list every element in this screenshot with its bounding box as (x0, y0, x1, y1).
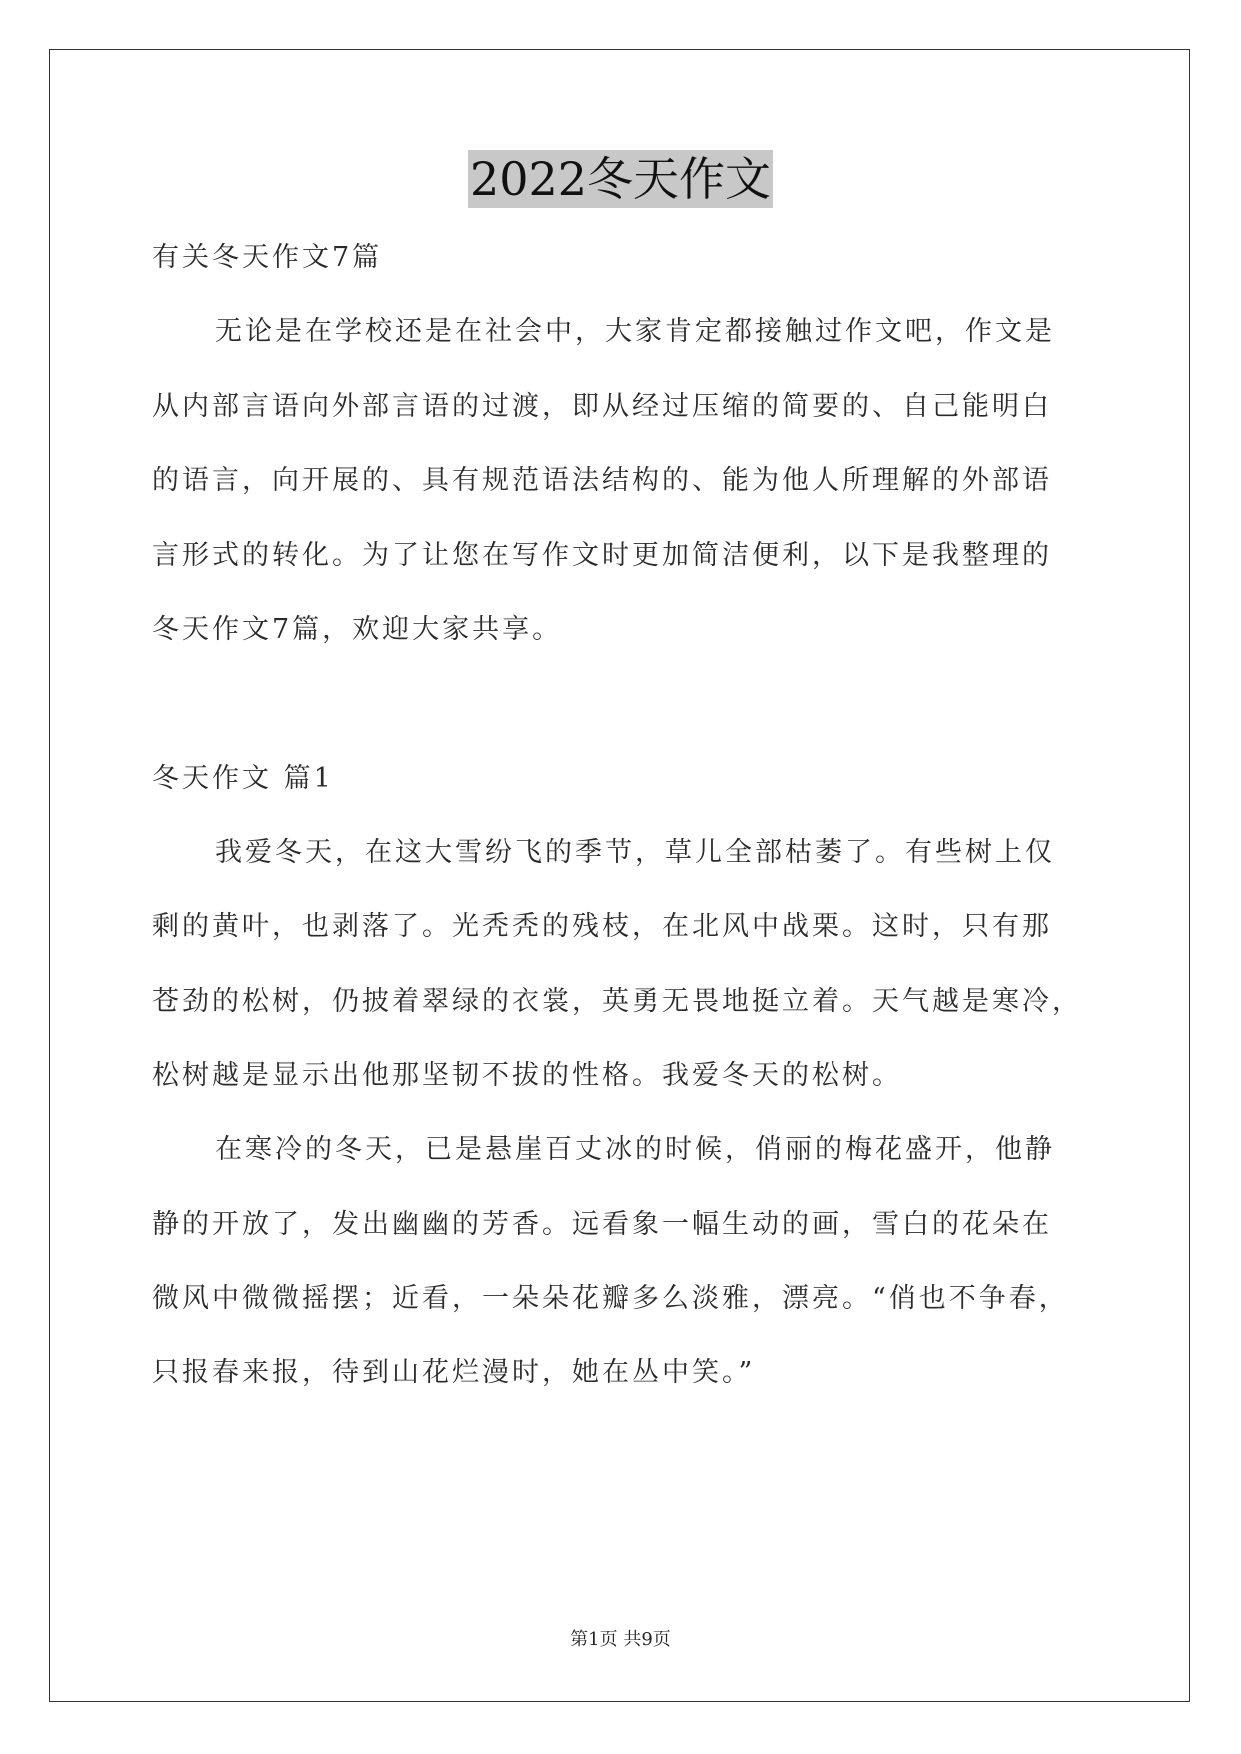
intro-line-5: 冬天作文7篇，欢迎大家共享。 (152, 614, 563, 645)
intro-line-1: 无论是在学校还是在社会中，大家肯定都接触过作文吧，作文是 (215, 316, 1055, 347)
intro-line-3: 的语言，向开展的、具有规范语法结构的、能为他人所理解的外部语 (152, 465, 1052, 496)
page-footer: 第1页 共9页 (570, 1629, 671, 1650)
intro-line-2: 从内部言语向外部言语的过渡，即从经过压缩的简要的、自己能明白 (152, 391, 1052, 422)
document-subtitle: 有关冬天作文7篇 (152, 242, 383, 273)
para2-line-1: 在寒冷的冬天，已是悬崖百丈冰的时候，俏丽的梅花盛开，他静 (215, 1134, 1055, 1165)
para1-line-1: 我爱冬天，在这大雪纷飞的季节，草儿全部枯萎了。有些树上仅 (215, 837, 1055, 868)
para2-line-2: 静的开放了，发出幽幽的芳香。远看象一幅生动的画，雪白的花朵在 (152, 1209, 1052, 1240)
para1-line-2: 剩的黄叶，也剥落了。光秃秃的残枝，在北风中战栗。这时，只有那 (152, 911, 1052, 942)
para2-line-3: 微风中微微摇摆；近看，一朵朵花瓣多么淡雅，漂亮。“俏也不争春， (152, 1283, 1069, 1314)
title-container (0, 150, 1241, 208)
page-border (49, 49, 1190, 1702)
document-title: 2022冬天作文 (469, 152, 772, 206)
section-heading: 冬天作文 篇1 (152, 763, 334, 794)
para2-line-4: 只报春来报，待到山花烂漫时，她在丛中笑。” (152, 1357, 756, 1388)
intro-line-4: 言形式的转化。为了让您在写作文时更加简洁便利，以下是我整理的 (152, 540, 1052, 571)
para1-line-3: 苍劲的松树，仍披着翠绿的衣裳，英勇无畏地挺立着。天气越是寒冷， (152, 986, 1082, 1017)
para1-line-4: 松树越是显示出他那坚韧不拔的性格。我爱冬天的松树。 (152, 1060, 902, 1091)
